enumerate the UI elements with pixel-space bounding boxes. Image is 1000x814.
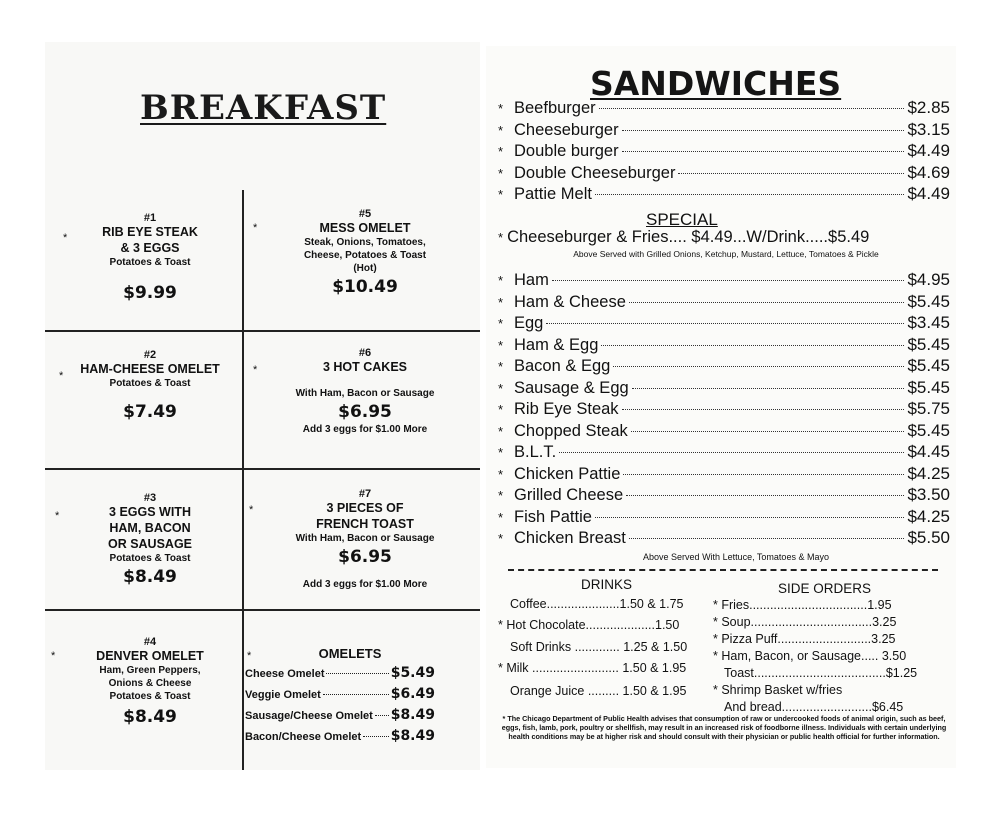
drink-row: Coffee.....................1.50 & 1.75 <box>510 597 684 611</box>
omelet-row: Veggie Omelet $6.49 <box>245 686 435 702</box>
side-order-row: * Pizza Puff...........................3.25 <box>713 632 896 646</box>
side-order-row: * Fries..................................1.95 <box>713 598 892 612</box>
drinks-title: DRINKS <box>581 577 633 592</box>
menu-row: * Chicken Breast $5.50 <box>498 528 950 547</box>
menu-row: * Double burger $4.49 <box>498 141 950 160</box>
row-divider <box>45 468 480 470</box>
menu-row: * Bacon & Egg $5.45 <box>498 356 950 375</box>
special-title: SPECIAL <box>646 210 718 229</box>
star-marker: * <box>59 370 64 382</box>
star-marker: * <box>249 504 254 516</box>
omelet-row: Cheese Omelet $5.49 <box>245 665 435 681</box>
star-marker: * <box>51 650 56 662</box>
menu-row: * B.L.T. $4.45 <box>498 442 950 461</box>
drink-row: * Milk ......................... 1.50 & 1.95 <box>498 661 687 675</box>
menu-row: * Cheeseburger $3.15 <box>498 119 950 139</box>
sandwich-list-2 <box>498 270 950 550</box>
breakfast-page <box>45 42 480 770</box>
menu-row: * Fish Pattie $4.25 <box>498 506 950 526</box>
row-divider <box>45 330 480 332</box>
health-disclaimer: * The Chicago Department of Public Health advises that consumption of raw or undercooked foods of animal origin, such as beef, eggs, fish, lamb, pork, poultry or shellfish, may result in an increased risk of foodborne illness. Individuals with certain underlying health conditions may be at higher risk and should consult with their physician or public health official for further information. <box>501 714 947 741</box>
menu-row: * Grilled Cheese $3.50 <box>498 485 950 504</box>
dashed-divider <box>508 569 938 571</box>
breakfast-item-1: #1 RIB EYE STEAK & 3 EGGS Potatoes & Toast $9.99 <box>102 212 198 303</box>
side-order-row: * Soup...................................3.25 <box>713 615 897 629</box>
menu-row: * Pattie Melt $4.49 <box>498 184 950 203</box>
omelet-row: Bacon/Cheese Omelet $8.49 <box>245 728 435 744</box>
star-marker: * <box>247 650 252 662</box>
menu-row: * Beefburger $2.85 <box>498 98 950 117</box>
breakfast-item-5: #5 MESS OMELET Steak, Onions, Tomatoes, Cheese, Potatoes & Toast (Hot) $10.49 <box>303 208 427 297</box>
menu-row: * Chicken Pattie $4.25 <box>498 463 950 483</box>
side-order-row: * Shrimp Basket w/fries <box>713 683 843 697</box>
sandwiches-page <box>486 46 956 768</box>
sandwiches-title: SANDWICHES <box>590 64 842 103</box>
breakfast-item-3: #3 3 EGGS WITH HAM, BACON OR SAUSAGE Potatoes & Toast $8.49 <box>107 492 193 587</box>
menu-row: * Sausage & Egg $5.45 <box>498 377 950 397</box>
star-marker: * <box>253 222 258 234</box>
breakfast-item-7: #7 3 PIECES OF FRENCH TOAST With Ham, Bacon or Sausage $6.95 Add 3 eggs for $1.00 More <box>295 488 435 590</box>
omelets-title: OMELETS <box>318 646 382 661</box>
star-marker: * <box>253 364 258 376</box>
breakfast-title: BREAKFAST <box>140 88 387 128</box>
star-marker: * <box>55 510 60 522</box>
menu-row: * Double Cheeseburger $4.69 <box>498 162 950 182</box>
special-note: Above Served with Grilled Onions, Ketchup, Mustard, Lettuce, Tomatoes & Pickle <box>573 249 879 259</box>
served-with-note: Above Served With Lettuce, Tomatoes & Mayo <box>643 552 829 562</box>
side-order-row: Toast......................................$1.25 <box>724 666 918 680</box>
sandwich-list-1 <box>498 98 950 206</box>
omelets-section <box>245 646 435 749</box>
side-orders-title: SIDE ORDERS <box>778 581 872 596</box>
drink-row: Orange Juice ......... 1.50 & 1.95 <box>510 684 687 698</box>
menu-row: * Rib Eye Steak $5.75 <box>498 399 950 418</box>
omelet-row: Sausage/Cheese Omelet $8.49 <box>245 707 435 723</box>
side-order-row: * Ham, Bacon, or Sausage..... 3.50 <box>713 649 907 663</box>
row-divider <box>45 609 480 611</box>
menu-row: * Chopped Steak $5.45 <box>498 420 950 440</box>
menu-row: * Ham & Cheese $5.45 <box>498 291 950 311</box>
breakfast-item-2: #2 HAM-CHEESE OMELET Potatoes & Toast $7.49 <box>80 349 220 422</box>
drink-row: Soft Drinks ............. 1.25 & 1.50 <box>510 640 688 654</box>
breakfast-item-6: #6 3 HOT CAKES With Ham, Bacon or Sausage $6.95 Add 3 eggs for $1.00 More <box>295 347 435 435</box>
side-order-row: And bread..........................$6.45 <box>724 700 904 714</box>
breakfast-item-4: #4 DENVER OMELET Ham, Green Peppers, Onions & Cheese Potatoes & Toast $8.49 <box>96 636 204 727</box>
menu-row: * Ham & Egg $5.45 <box>498 334 950 354</box>
menu-row: * Ham $4.95 <box>498 270 950 289</box>
column-divider <box>242 190 244 770</box>
drink-row: * Hot Chocolate....................1.50 <box>498 618 680 632</box>
menu-row: * Egg $3.45 <box>498 313 950 332</box>
star-marker: * <box>63 232 68 244</box>
special-line: * Cheeseburger & Fries.... $4.49...W/Drink.....$5.49 <box>498 228 870 246</box>
